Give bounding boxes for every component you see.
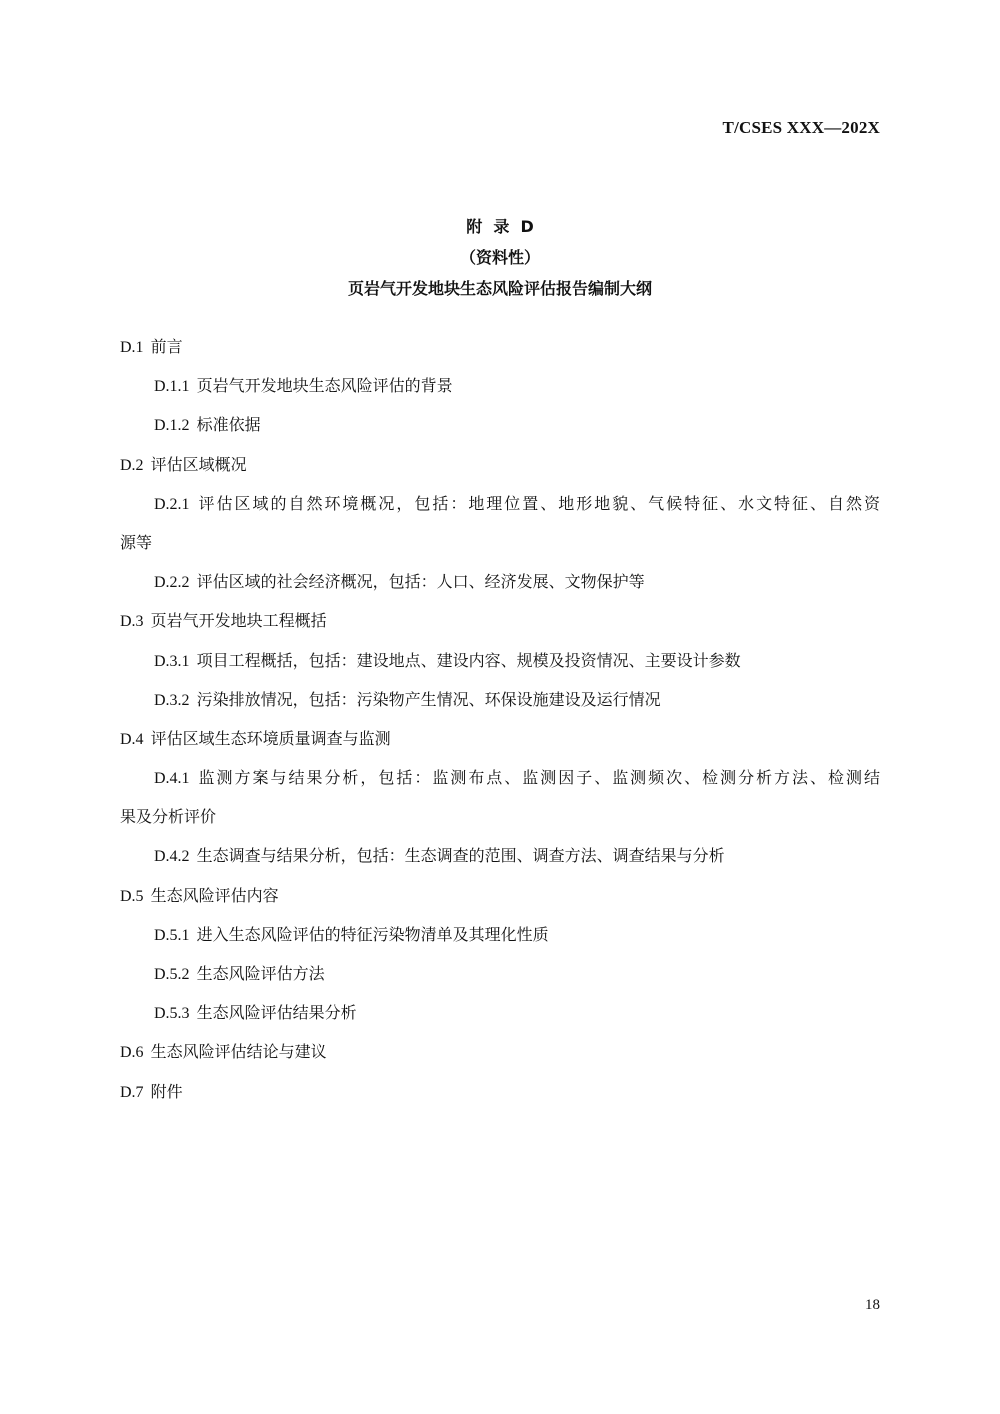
- outline-item-d4-1: [120, 763, 880, 802]
- section-number: D.1.2: [154, 417, 190, 435]
- section-number: D.5.2: [154, 966, 190, 983]
- section-text-continued: 源等: [120, 532, 153, 552]
- outline-item-d2-1: [120, 489, 880, 528]
- section-number: D.2.2: [154, 574, 190, 592]
- outline-item-d2-2: [120, 567, 880, 606]
- section-number: D.5.1: [154, 926, 190, 944]
- section-text: 生态风险评估结论与建议: [150, 1042, 327, 1062]
- outline-list: [120, 332, 880, 1116]
- section-number: D.2: [120, 456, 144, 474]
- section-number: D.5.3: [154, 1005, 190, 1023]
- section-number: D.2.1: [154, 495, 190, 513]
- section-number: D.1: [120, 339, 144, 356]
- section-text: 生态风险评估方法: [196, 964, 325, 983]
- outline-item-d3-2: [120, 685, 880, 724]
- section-text: 生态风险评估内容: [150, 885, 279, 905]
- section-text: 附件: [150, 1081, 183, 1101]
- section-number: D.1.1: [154, 378, 190, 396]
- section-number: D.3.1: [154, 652, 190, 670]
- section-text: 评估区域的社会经济概况，包括：人口、经济发展、文物保护等: [196, 572, 645, 592]
- section-number: D.4.1: [154, 770, 190, 788]
- section-text: 项目工程概括，包括：建设地点、建设内容、规模及投资情况、主要设计参数: [196, 650, 741, 670]
- outline-item-d5: [120, 881, 880, 920]
- outline-item-d7: [120, 1077, 880, 1116]
- appendix-title: 页岩气开发地块生态风险评估报告编制大纲: [347, 279, 652, 298]
- outline-item-d1-1: [120, 371, 880, 410]
- section-text: 评估区域的自然环境概况，包括：地理位置、地形地貌、气候特征、水文特征、自然资: [196, 493, 880, 513]
- outline-item-d4: [120, 724, 880, 763]
- outline-item-d1-2: [120, 410, 880, 449]
- section-number: D.5: [120, 887, 144, 905]
- section-text: 页岩气开发地块生态风险评估的背景: [196, 376, 453, 396]
- section-number: D.7: [120, 1083, 144, 1101]
- section-number: D.3.2: [154, 691, 190, 709]
- section-number: D.4.2: [154, 848, 190, 866]
- appendix-label: 附 录 D: [466, 217, 534, 236]
- section-text: 进入生态风险评估的特征污染物清单及其理化性质: [196, 924, 549, 944]
- outline-item-d5-3: [120, 998, 880, 1037]
- outline-item-d4-1-continued: [120, 802, 880, 841]
- section-text: 生态调查与结果分析，包括：生态调查的范围、调查方法、调查结果与分析: [196, 846, 725, 866]
- outline-item-d1: [120, 332, 880, 371]
- outline-item-d5-2: [120, 959, 880, 998]
- outline-item-d3: [120, 606, 880, 645]
- section-text-continued: 果及分析评价: [120, 807, 217, 827]
- outline-item-d2: [120, 450, 880, 489]
- section-text: 评估区域概况: [150, 454, 247, 474]
- section-number: D.4: [120, 730, 144, 748]
- outline-item-d2-1-continued: [120, 528, 880, 567]
- outline-item-d5-1: [120, 920, 880, 959]
- outline-item-d3-1: [120, 646, 880, 685]
- section-text: 评估区域生态环境质量调查与监测: [150, 728, 391, 748]
- section-text: 页岩气开发地块工程概括: [150, 611, 327, 631]
- section-number: D.3: [120, 613, 144, 631]
- outline-item-d6: [120, 1037, 880, 1076]
- section-text: 生态风险评估结果分析: [196, 1003, 357, 1023]
- section-text: 监测方案与结果分析，包括：监测布点、监测因子、监测频次、检测分析方法、检测结: [196, 768, 880, 788]
- section-text: 污染排放情况，包括：污染物产生情况、环保设施建设及运行情况: [196, 689, 661, 709]
- standard-code: T/CSES XXX—202X: [722, 118, 880, 137]
- section-text: 前言: [150, 337, 183, 356]
- appendix-nature: （资料性）: [459, 248, 540, 267]
- page-number: 18: [865, 1297, 880, 1313]
- outline-item-d4-2: [120, 841, 880, 880]
- section-number: D.6: [120, 1044, 144, 1062]
- section-text: 标准依据: [196, 415, 261, 435]
